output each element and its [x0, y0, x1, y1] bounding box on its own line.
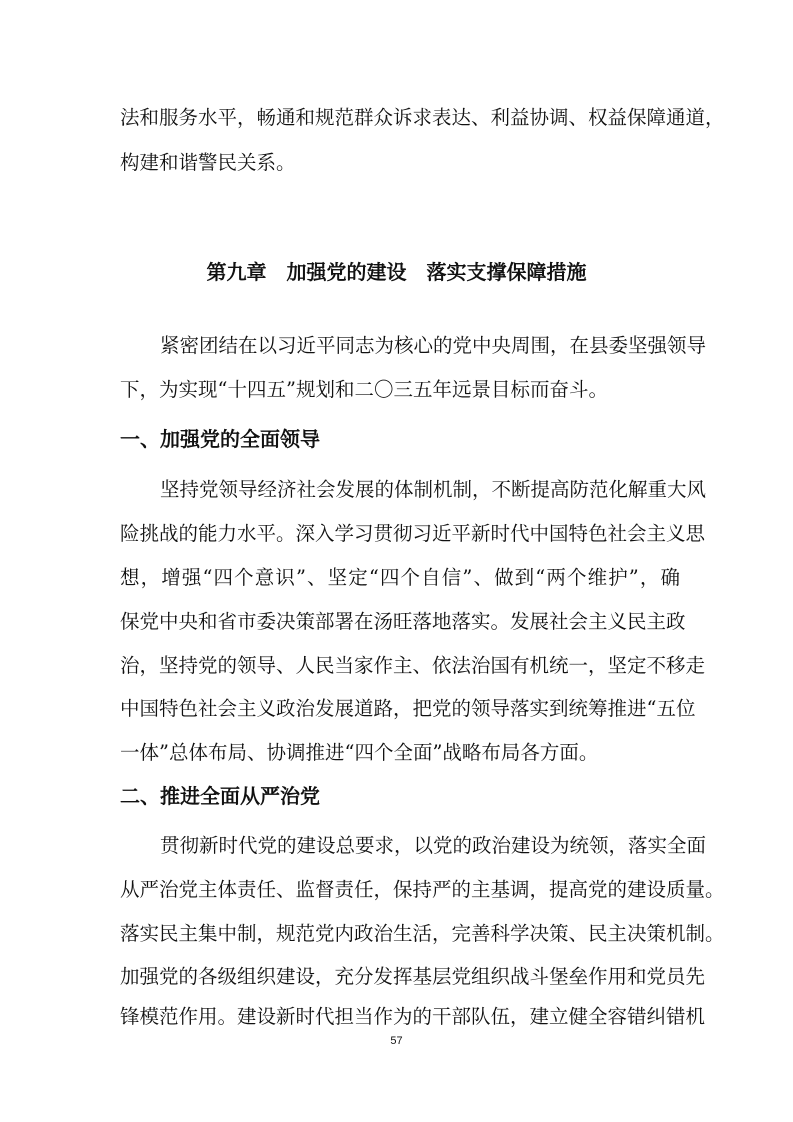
section-heading: 二、推进全面从严治党 — [120, 784, 320, 808]
paragraph-line: 构建和谐警民关系。 — [120, 151, 296, 174]
paragraph-line: 下，为实现“十四五”规划和二〇三五年远景目标而奋斗。 — [120, 378, 608, 401]
paragraph-line: 加强党的各级组织建设，充分发挥基层党组织战斗堡垒作用和党员先 — [120, 965, 706, 988]
paragraph-line: 锋模范作用。建设新时代担当作为的干部队伍，建立健全容错纠错机 — [120, 1005, 706, 1028]
paragraph-line: 想，增强“四个意识”、坚定“四个自信”、做到“两个维护”，确 — [120, 566, 680, 589]
paragraph-line: 坚持党领导经济社会发展的体制机制，不断提高防范化解重大风 — [160, 478, 707, 501]
paragraph-line: 从严治党主体责任、监督责任，保持严的主基调，提高党的建设质量。 — [120, 878, 725, 901]
paragraph-line: 治，坚持党的领导、人民当家作主、依法治国有机统一，坚定不移走 — [120, 654, 706, 677]
paragraph-line: 落实民主集中制，规范党内政治生活，完善科学决策、民主决策机制。 — [120, 922, 725, 945]
chapter-title: 第九章 加强党的建设 落实支撑保障措施 — [206, 260, 587, 284]
paragraph-line: 贯彻新时代党的建设总要求，以党的政治建设为统领，落实全面 — [160, 834, 707, 857]
paragraph-line: 一体”总体布局、协调推进“四个全面”战略布局各方面。 — [120, 741, 599, 764]
paragraph-line: 法和服务水平，畅通和规范群众诉求表达、利益协调、权益保障通道， — [120, 106, 725, 129]
paragraph-line: 保党中央和省市委决策部署在汤旺落地落实。发展社会主义民主政 — [120, 610, 686, 633]
paragraph-line: 中国特色社会主义政治发展道路，把党的领导落实到统筹推进“五位 — [120, 697, 696, 720]
paragraph-line: 紧密团结在以习近平同志为核心的党中央周围，在县委坚强领导 — [160, 334, 707, 357]
paragraph-line: 险挑战的能力水平。深入学习贯彻习近平新时代中国特色社会主义思 — [120, 522, 706, 545]
page-number: 57 — [390, 1035, 403, 1047]
section-heading: 一、加强党的全面领导 — [120, 427, 320, 451]
